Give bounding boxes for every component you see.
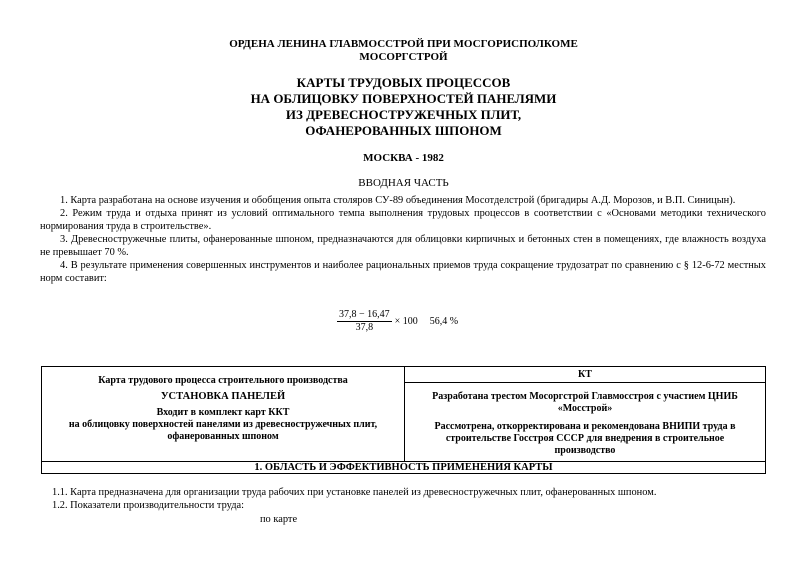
intro-paragraphs	[40, 194, 766, 285]
section-1-heading: 1. ОБЛАСТЬ И ЭФФЕКТИВНОСТЬ ПРИМЕНЕНИЯ КАРТЫ	[42, 462, 766, 474]
formula-fraction	[337, 309, 392, 334]
organization-header	[0, 38, 807, 64]
document-title	[0, 75, 807, 139]
card-set-line-3: офанерованных шпоном	[167, 431, 279, 442]
paragraph-2: 2. Режим труда и отдыха принят из условий оптимального темпа выполнения трудовых процессов в соответствии с «Основами методики технического нормирования труда в строительстве».	[40, 208, 766, 232]
card-set-line-2: на облицовку поверхностей панелями из древесностружечных плит,	[68, 419, 378, 430]
card-approval	[405, 421, 765, 457]
paragraph-1: 1. Карта разработана на основе изучения и обобщения опыта столяров СУ-89 объединения Мосотделстрой (бригадиры А.Д. Морозов, и В.П. Синицын).	[60, 195, 736, 206]
paragraph-3: 3. Древесностружечные плиты, офанерованные шпоном, предназначаются для облицовки кирпичных и бетонных стен в помещениях, где влажность воздуха не превышает 70 %.	[40, 234, 766, 258]
title-line-3: ИЗ ДРЕВЕСНОСТРУЖЕЧНЫХ ПЛИТ,	[285, 107, 522, 122]
city-year: МОСКВА - 1982	[363, 152, 444, 164]
card-left-cell	[42, 367, 405, 462]
section-1-paragraph-1: 1.1. Карта предназначена для организации труда рабочих при установке панелей из древесностружечных плит, офанерованных шпоном.	[52, 487, 657, 498]
card-code: КТ	[405, 367, 765, 383]
card-approval-line-2: строительстве Госстроя СССР для внедрения в строительное	[445, 433, 725, 444]
process-card-table	[41, 366, 766, 474]
by-card-label: по карте	[260, 514, 298, 525]
reduction-formula	[337, 309, 458, 334]
title-line-4: ОФАНЕРОВАННЫХ ШПОНОМ	[305, 123, 502, 138]
org-line-2: МОСОРГСТРОЙ	[359, 51, 448, 63]
title-line-2: НА ОБЛИЦОВКУ ПОВЕРХНОСТЕЙ ПАНЕЛЯМИ	[250, 91, 557, 106]
paragraph-4: 4. В результате применения совершенных инструментов и наиболее рациональных приемов труда сокращение трудозатрат по сравнению с § 12-6-72 местных норм составит:	[40, 260, 766, 284]
card-process-name: УСТАНОВКА ПАНЕЛЕЙ	[160, 391, 286, 402]
formula-numerator: 37,8 − 16,47	[339, 309, 390, 320]
section-1-body	[40, 486, 766, 512]
org-line-1: ОРДЕНА ЛЕНИНА ГЛАВМОССТРОЙ ПРИ МОСГОРИСПОЛКОМЕ	[229, 38, 578, 50]
card-developer	[405, 391, 765, 415]
title-line-1: КАРТЫ ТРУДОВЫХ ПРОЦЕССОВ	[296, 75, 511, 90]
section-1-paragraph-2: 1.2. Показатели производительности труда:	[52, 500, 244, 511]
card-set-line-1: Входит в комплект карт ККТ	[156, 407, 290, 418]
formula-denominator: 37,8	[355, 322, 374, 333]
card-right-cell	[405, 367, 766, 462]
formula-result: 56,4 %	[429, 316, 459, 327]
card-developer-line-1: Разработана трестом Мосоргстрой Главмосстроя с участием ЦНИБ	[432, 391, 738, 402]
card-approval-line-1: Рассмотрена, откорректирована и рекомендована ВНИПИ труда в	[434, 421, 736, 432]
intro-heading: ВВОДНАЯ ЧАСТЬ	[358, 177, 449, 189]
card-approval-line-3: производство	[554, 445, 616, 456]
formula-multiplier: × 100	[394, 316, 418, 327]
card-developer-line-2: «Мосстрой»	[557, 403, 613, 414]
card-type-label: Карта трудового процесса строительного производства	[98, 375, 348, 386]
card-set-info	[42, 407, 404, 443]
